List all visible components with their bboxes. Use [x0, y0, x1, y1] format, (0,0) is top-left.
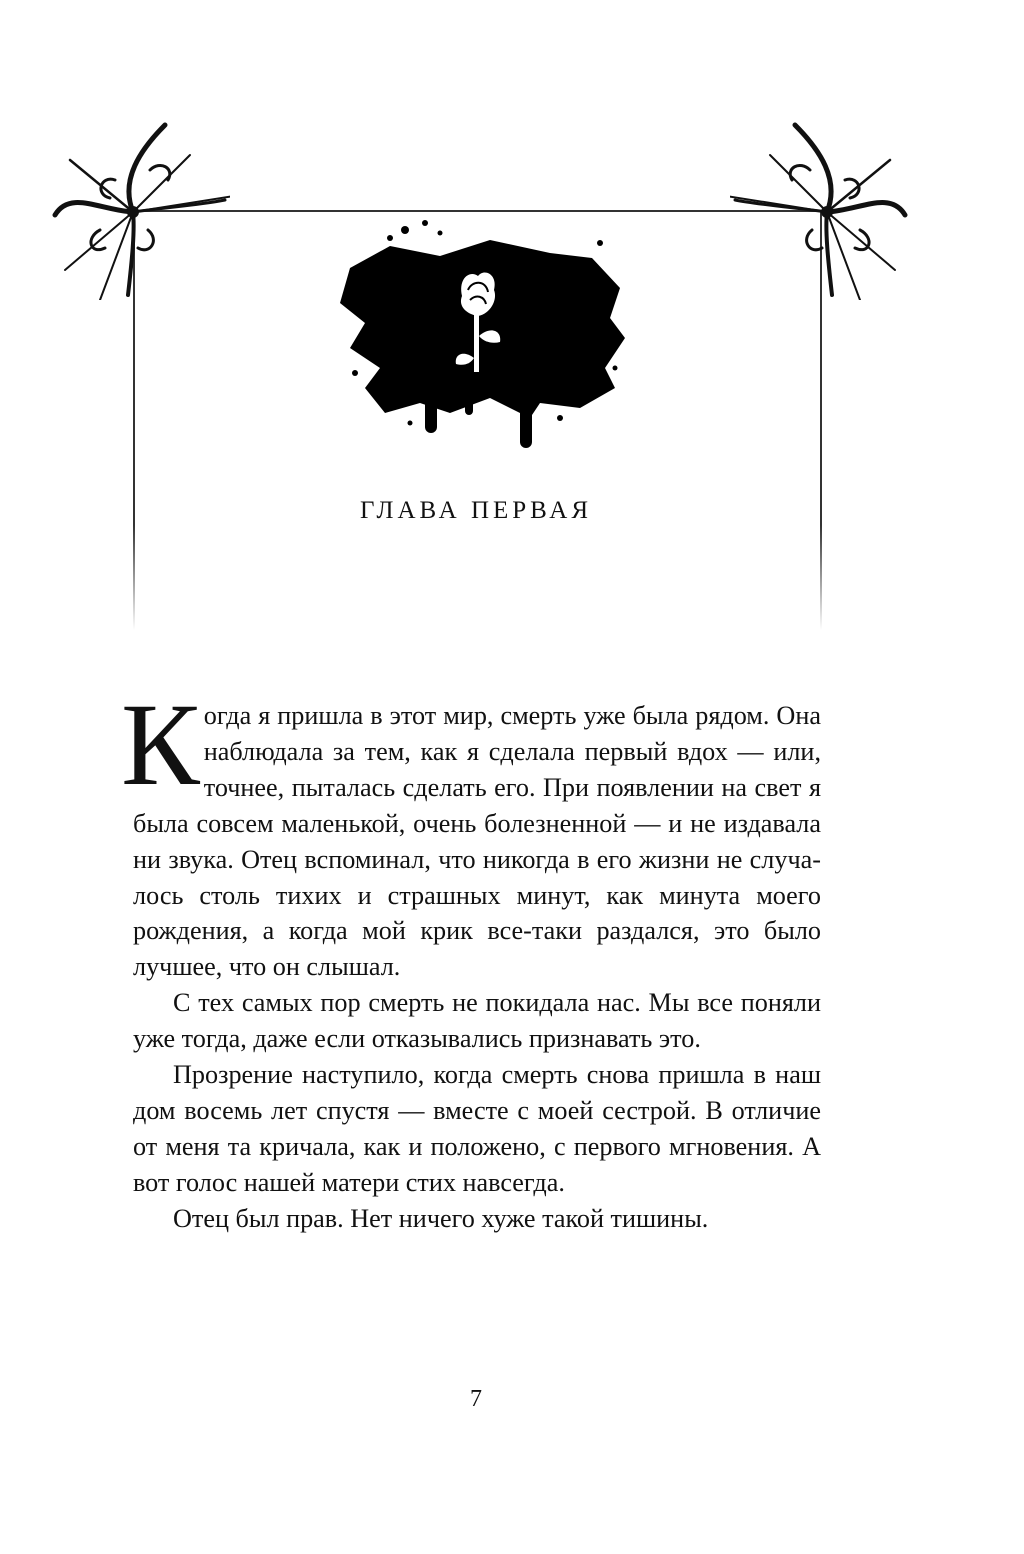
chapter-body — [121, 679, 821, 1237]
paragraph-4: Отец был прав. Нет ничего хуже такой тишины. — [173, 1203, 709, 1233]
rose-ink-splash-icon — [330, 218, 630, 468]
corner-ornament-right-icon — [730, 120, 920, 300]
chapter-title: ГЛАВА ПЕРВАЯ — [359, 497, 593, 524]
drop-cap: К — [121, 679, 200, 810]
page-number: 7 — [470, 1386, 482, 1412]
paragraph-1 — [121, 679, 821, 985]
paragraph-3: Прозрение наступило, когда смерть снова пришла в наш дом восемь лет спустя — вместе с моей сестрой. В отличие от меня та кричала, как и положено, с первого мгновения. А вот голос нашей матери стих навсегда. — [133, 1060, 821, 1197]
paragraph-1-text: огда я пришла в этот мир, смерть уже была рядом. Она наблюдала за тем, как я сделала первый вдох — или, точнее, пыталась сделать его. При появлении на свет я была совсем маленькой, очень болезненной — и не издавала ни звука. Отец вспоминал, что никогда в его жизни не случалось столь тихих и страшных минут, как минута моего рождения, а когда мой крик все-таки раздался, это было лучшее, что он слышал. — [133, 701, 821, 982]
paragraph-2: С тех самых пор смерть не покидала нас. Мы все поняли уже тогда, даже если отказывались признавать это. — [133, 988, 821, 1054]
frame-top-line — [133, 210, 822, 212]
corner-ornament-left-icon — [40, 120, 230, 300]
